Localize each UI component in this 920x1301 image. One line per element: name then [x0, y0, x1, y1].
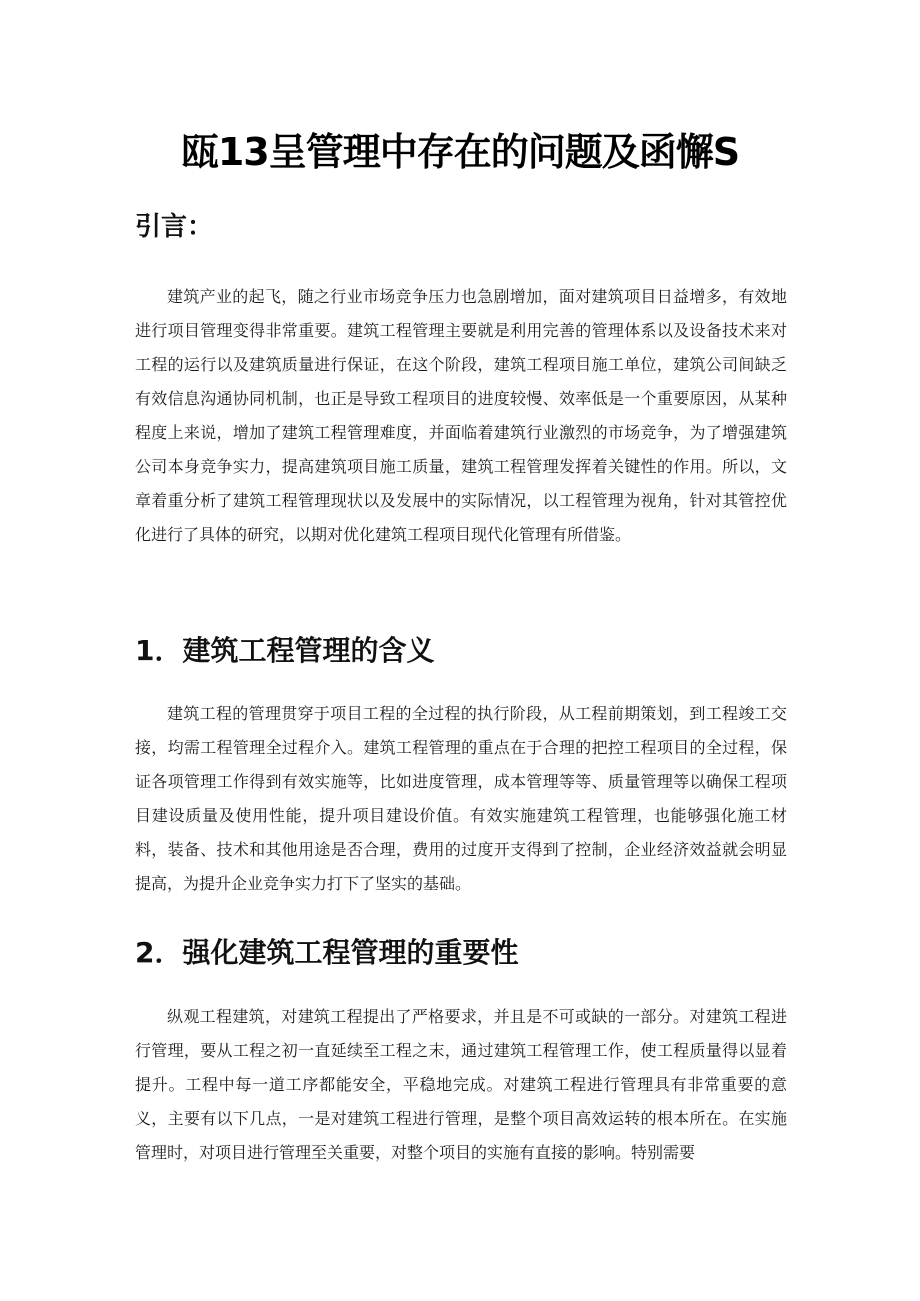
section-2-paragraph: 纵观工程建筑，对建筑工程提出了严格要求，并且是不可或缺的一部分。对建筑工程进行管理，要从工程之初一直延续至工程之末，通过建筑工程管理工作，使工程质量得以显着提升。工程中每一道工序都能安全，平稳地完成。对建筑工程进行管理具有非常重要的意义，主要有以下几点，一是对建筑工程进行管理，是整个项目高效运转的根本所在。在实施管理时，对项目进行管理至关重要，对整个项目的实施有直接的影响。特别需要: [135, 1007, 787, 1162]
section-1-paragraph: 建筑工程的管理贯穿于项目工程的全过程的执行阶段，从工程前期策划，到工程竣工交接，均需工程管理全过程介入。建筑工程管理的重点在于合理的把控工程项目的全过程，保证各项管理工作得到有效实施等，比如进度管理，成本管理等等、质量管理等以确保工程项目建设质量及使用性能，提升项目建设价值。有效实施建筑工程管理，也能够强化施工材料，装备、技术和其他用途是否合理，费用的过度开支得到了控制，企业经济效益就会明显提高，为提升企业竞争实力打下了坚实的基础。: [135, 704, 787, 893]
intro-heading: 引言：: [135, 212, 214, 242]
section-2-heading: 2．强化建筑工程管理的重要性: [135, 936, 519, 969]
section-1-heading: 1．建筑工程管理的含义: [135, 634, 435, 667]
intro-paragraph: 建筑产业的起飞，随之行业市场竞争压力也急剧增加，面对建筑项目日益增多，有效地进行项目管理变得非常重要。建筑工程管理主要就是利用完善的管理体系以及设备技术来对工程的运行以及建筑质量进行保证，在这个阶段，建筑工程项目施工单位，建筑公司间缺乏有效信息沟通协同机制，也正是导致工程项目的进度较慢、效率低是一个重要原因，从某种程度上来说，增加了建筑工程管理难度，并面临着建筑行业激烈的市场竞争，为了增强建筑公司本身竞争实力，提高建筑项目施工质量，建筑工程管理发挥着关键性的作用。所以，文章着重分析了建筑工程管理现状以及发展中的实际情况，以工程管理为视角，针对其管控优化进行了具体的研究，以期对优化建筑工程项目现代化管理有所借鉴。: [135, 287, 787, 544]
document-title: 瓯13呈管理中存在的问题及函懈S: [180, 130, 740, 174]
